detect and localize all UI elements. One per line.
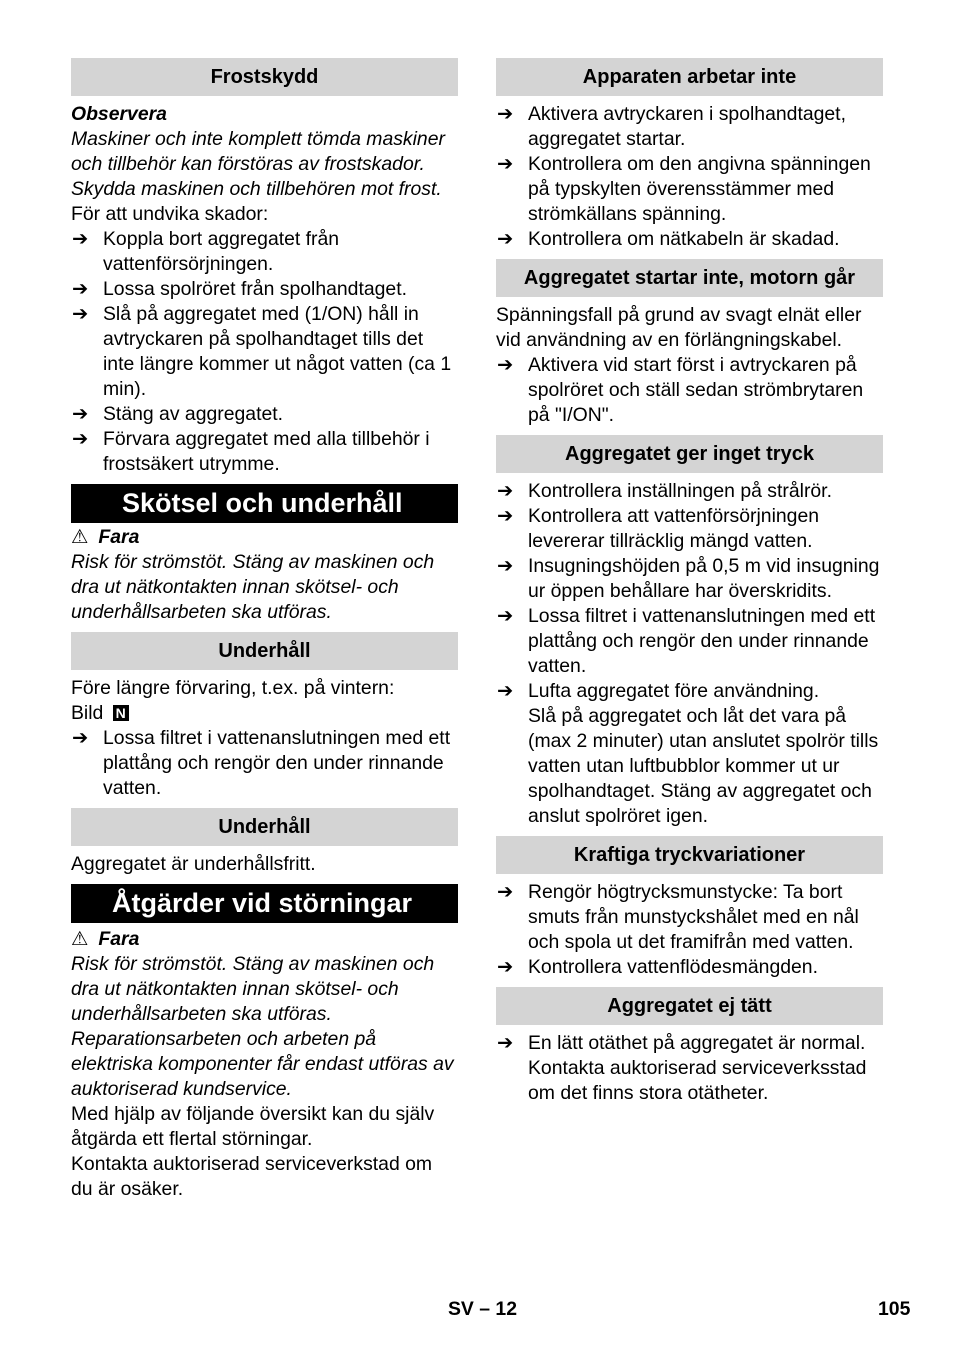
arrow-right-icon: ➔ [72, 403, 89, 425]
arrow-right-icon: ➔ [497, 1032, 514, 1054]
list-item: ➔ Förvara aggregatet med alla tillbehör i frostsäkert utrymme. [72, 428, 430, 475]
heading-underhall-1: Underhåll [71, 632, 458, 670]
warning-triangle-icon: ⚠ [71, 928, 89, 950]
bild-reference: Bild N [71, 701, 458, 726]
startar-inte-list [496, 353, 883, 428]
list-item: ➔ Lossa filtret i vattenanslutningen med ett plattång och rengör den under rinnande vatten. [497, 605, 876, 677]
list-item: ➔ Kontrollera vattenflödesmängden. [497, 956, 818, 978]
heading-apparaten: Apparaten arbetar inte [496, 58, 883, 96]
left-column [71, 58, 458, 1202]
frost-list [71, 227, 458, 477]
heading-frostskydd: Frostskydd [71, 58, 458, 96]
list-item: ➔ Aktivera vid start först i avtryckaren på spolröret och ställ sedan strömbrytaren på "I/ON". [497, 354, 864, 426]
heading-ej-tatt: Aggregatet ej tätt [496, 987, 883, 1025]
arrow-right-icon: ➔ [72, 727, 89, 749]
underhall-list [71, 726, 458, 801]
atgarder-text-1: Med hjälp av följande översikt kan du själv åtgärda ett flertal störningar. [71, 1103, 435, 1150]
list-item: ➔ Insugningshöjden på 0,5 m vid insugning ur öppen behållare har överskridits. [497, 555, 880, 602]
arrow-right-icon: ➔ [497, 956, 514, 978]
warning-atgarder-text-1: Risk för strömstöt. Stäng av maskinen och dra ut nätkontakten innan skötsel- och underhållsarbeten ska utföras. [71, 953, 435, 1025]
arrow-right-icon: ➔ [497, 555, 514, 577]
warning-skotsel-text: Risk för strömstöt. Stäng av maskinen och dra ut nätkontakten innan skötsel- och underhållsarbeten ska utföras. [71, 551, 435, 623]
warning-triangle-icon: ⚠ [71, 526, 89, 548]
warning-skotsel: ⚠ Fara [71, 526, 140, 548]
arrow-right-icon: ➔ [497, 228, 514, 250]
frost-intro: För att undvika skador: [71, 203, 269, 225]
arrow-right-icon: ➔ [497, 605, 514, 627]
warning-atgarder-text-2: Reparationsarbeten och arbeten på elektriska komponenter får endast utföras av auktoriserad kundservice. [71, 1028, 454, 1100]
list-item: ➔ Rengör högtrycksmunstycke: Ta bort smuts från munstyckshålet med en nål och spola ut det framifrån med vatten. [497, 881, 859, 953]
heading-inget-tryck: Aggregatet ger inget tryck [496, 435, 883, 473]
note-text: Maskiner och inte komplett tömda maskiner och tillbehör kan förstöras av frostskador. Skydda maskinen och tillbehören mot frost. [71, 128, 445, 200]
arrow-right-icon: ➔ [72, 428, 89, 450]
list-item: ➔ Lufta aggregatet före användning. [497, 680, 820, 702]
arrow-right-icon: ➔ [497, 680, 514, 702]
underhall-intro: Före längre förvaring, t.ex. på vintern: [71, 677, 395, 699]
tryckvariationer-list [496, 880, 883, 980]
warning-atgarder: ⚠ Fara [71, 928, 140, 950]
list-item: ➔ Kontrollera inställningen på strålrör. [497, 480, 832, 502]
underhall-text: Aggregatet är underhållsfritt. [71, 853, 316, 875]
note-label: Observera [71, 103, 167, 125]
inget-tryck-list [496, 479, 883, 704]
arrow-right-icon: ➔ [497, 153, 514, 175]
arrow-right-icon: ➔ [72, 303, 89, 325]
arrow-right-icon: ➔ [72, 278, 89, 300]
list-item: ➔ Koppla bort aggregatet från vattenförsörjningen. [72, 228, 340, 275]
arrow-right-icon: ➔ [497, 103, 514, 125]
arrow-right-icon: ➔ [72, 228, 89, 250]
inget-tryck-continuation: Slå på aggregatet och låt det vara på (max 2 minuter) utan anslutet spolrör tills vatten utan luftbubblor kommer ut ur spolhandtaget. Stäng av aggregatet och anslut spolröret igen. [528, 705, 879, 827]
heading-atgarder: Åtgärder vid störningar [71, 884, 458, 923]
page-number: 105 [878, 1298, 911, 1320]
heading-underhall-2: Underhåll [71, 808, 458, 846]
list-item: ➔ Lossa filtret i vattenanslutningen med ett plattång och rengör den under rinnande vatten. [72, 727, 451, 799]
arrow-right-icon: ➔ [497, 505, 514, 527]
list-item: ➔ Kontrollera om den angivna spänningen på typskylten överensstämmer med strömkällans spänning. [497, 153, 871, 225]
list-item: ➔ Lossa spolröret från spolhandtaget. [72, 278, 407, 300]
figure-ref-badge: N [113, 705, 129, 721]
list-item: ➔ En lätt otäthet på aggregatet är normal. Kontakta auktoriserad serviceverksstad om det finns stora otätheter. [497, 1032, 867, 1104]
startar-inte-text: Spänningsfall på grund av svagt elnät eller vid användning av en förlängningskabel. [496, 304, 862, 351]
list-item: ➔ Slå på aggregatet med (1/ON) håll in avtryckaren på spolhandtaget tills det inte längre kommer ut något vatten (ca 1 min). [72, 303, 452, 400]
apparaten-list [496, 102, 883, 252]
heading-skotsel: Skötsel och underhåll [71, 484, 458, 523]
heading-tryckvariationer: Kraftiga tryckvariationer [496, 836, 883, 874]
arrow-right-icon: ➔ [497, 354, 514, 376]
arrow-right-icon: ➔ [497, 480, 514, 502]
list-item: ➔ Aktivera avtryckaren i spolhandtaget, aggregatet startar. [497, 103, 846, 150]
list-item: ➔ Kontrollera om nätkabeln är skadad. [497, 228, 840, 250]
heading-startar-inte: Aggregatet startar inte, motorn går [496, 259, 883, 297]
list-item: ➔ Stäng av aggregatet. [72, 403, 284, 425]
footer-section: SV – 12 [448, 1298, 517, 1320]
ej-tatt-list [496, 1031, 883, 1106]
arrow-right-icon: ➔ [497, 881, 514, 903]
right-column [496, 58, 883, 1106]
list-item: ➔ Kontrollera att vattenförsörjningen levererar tillräcklig mängd vatten. [497, 505, 820, 552]
atgarder-text-2: Kontakta auktoriserad serviceverkstad om du är osäker. [71, 1153, 433, 1200]
